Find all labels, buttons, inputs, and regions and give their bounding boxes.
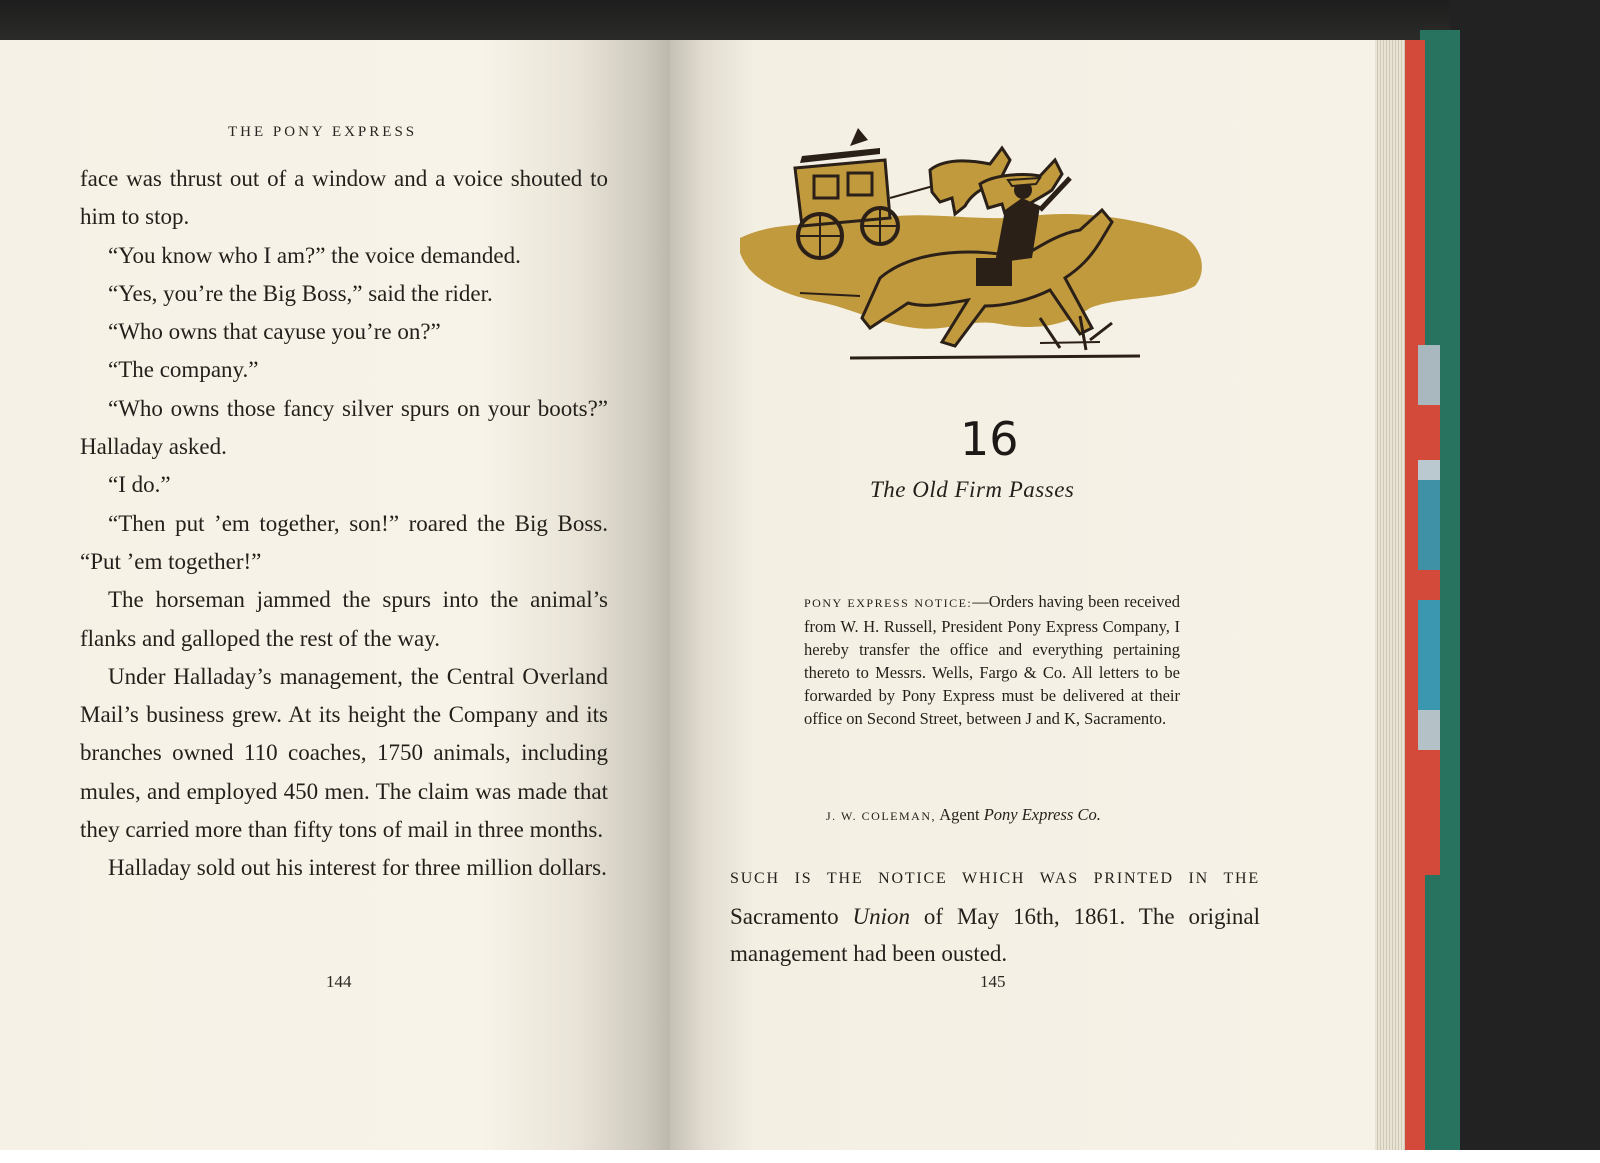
notice-lead: PONY EXPRESS NOTICE: — [804, 596, 973, 610]
background-right — [1450, 0, 1600, 1150]
stagecoach-and-pony-express-rider-illustration — [740, 118, 1220, 373]
running-head: THE PONY EXPRESS — [228, 124, 418, 140]
pony-express-notice — [804, 590, 1180, 730]
smallcaps-opening: SUCH IS THE NOTICE WHICH WAS PRINTED IN THE — [730, 870, 1260, 887]
paragraph: Under Halladay’s management, the Central Overland Mail’s business grew. At its height the Company and its branches owned 110 coaches, 1750 animals, including mules, and employed 450 men. The claim was made that they carried more than fifty tons of mail in three months. — [80, 663, 608, 843]
body-pre: Sacramento — [730, 903, 839, 929]
colored-tabs — [1418, 345, 1440, 875]
paragraph: “Who owns that cayuse you’re on?” — [108, 319, 441, 345]
paragraph: “Then put ’em together, son!” roared the Big Boss. “Put ’em together!” — [80, 510, 608, 574]
paragraph: Halladay sold out his interest for three million dollars. — [108, 855, 607, 881]
right-page-text — [730, 857, 1260, 973]
background-top — [0, 0, 1600, 44]
page-number-right: 145 — [980, 972, 1006, 991]
paragraph: “Who owns those fancy silver spurs on your boots?” Halladay asked. — [80, 395, 608, 460]
notice-signature — [826, 805, 1101, 825]
paragraph: “The company.” — [108, 357, 259, 383]
body-post: of May 16th, 1861. The original management had been ousted. — [730, 903, 1260, 966]
notice-text: —Orders having been received from W. H. Russell, President Pony Express Company, I hereby transfer the office and everything pertaining thereto to Messrs. Wells, Fargo & Co. All letters to be forwarded by Pony Express must be delivered at their office on Second Street, between J and K, Sacramento. — [804, 592, 1181, 728]
signature-company: Pony Express Co. — [983, 805, 1101, 824]
paragraph: The horseman jammed the spurs into the animal’s flanks and galloped the rest of the way. — [80, 587, 608, 651]
signature-role: Agent — [939, 805, 980, 824]
left-page-text — [80, 160, 608, 888]
page-number-left: 144 — [326, 972, 352, 991]
page-stack-edge — [1375, 40, 1405, 1150]
chapter-title: The Old Firm Passes — [870, 477, 1075, 502]
newspaper-name: Union — [852, 903, 910, 929]
paragraph: “You know who I am?” the voice demanded. — [108, 242, 521, 268]
chapter-number: 16 — [960, 412, 1019, 466]
paragraph: “I do.” — [108, 472, 171, 498]
signature-name: J. W. COLEMAN, — [826, 809, 937, 823]
paragraph: “Yes, you’re the Big Boss,” said the rider. — [108, 280, 493, 306]
paragraph: face was thrust out of a window and a voice shouted to him to stop. — [80, 166, 608, 230]
paragraph — [730, 857, 1260, 973]
